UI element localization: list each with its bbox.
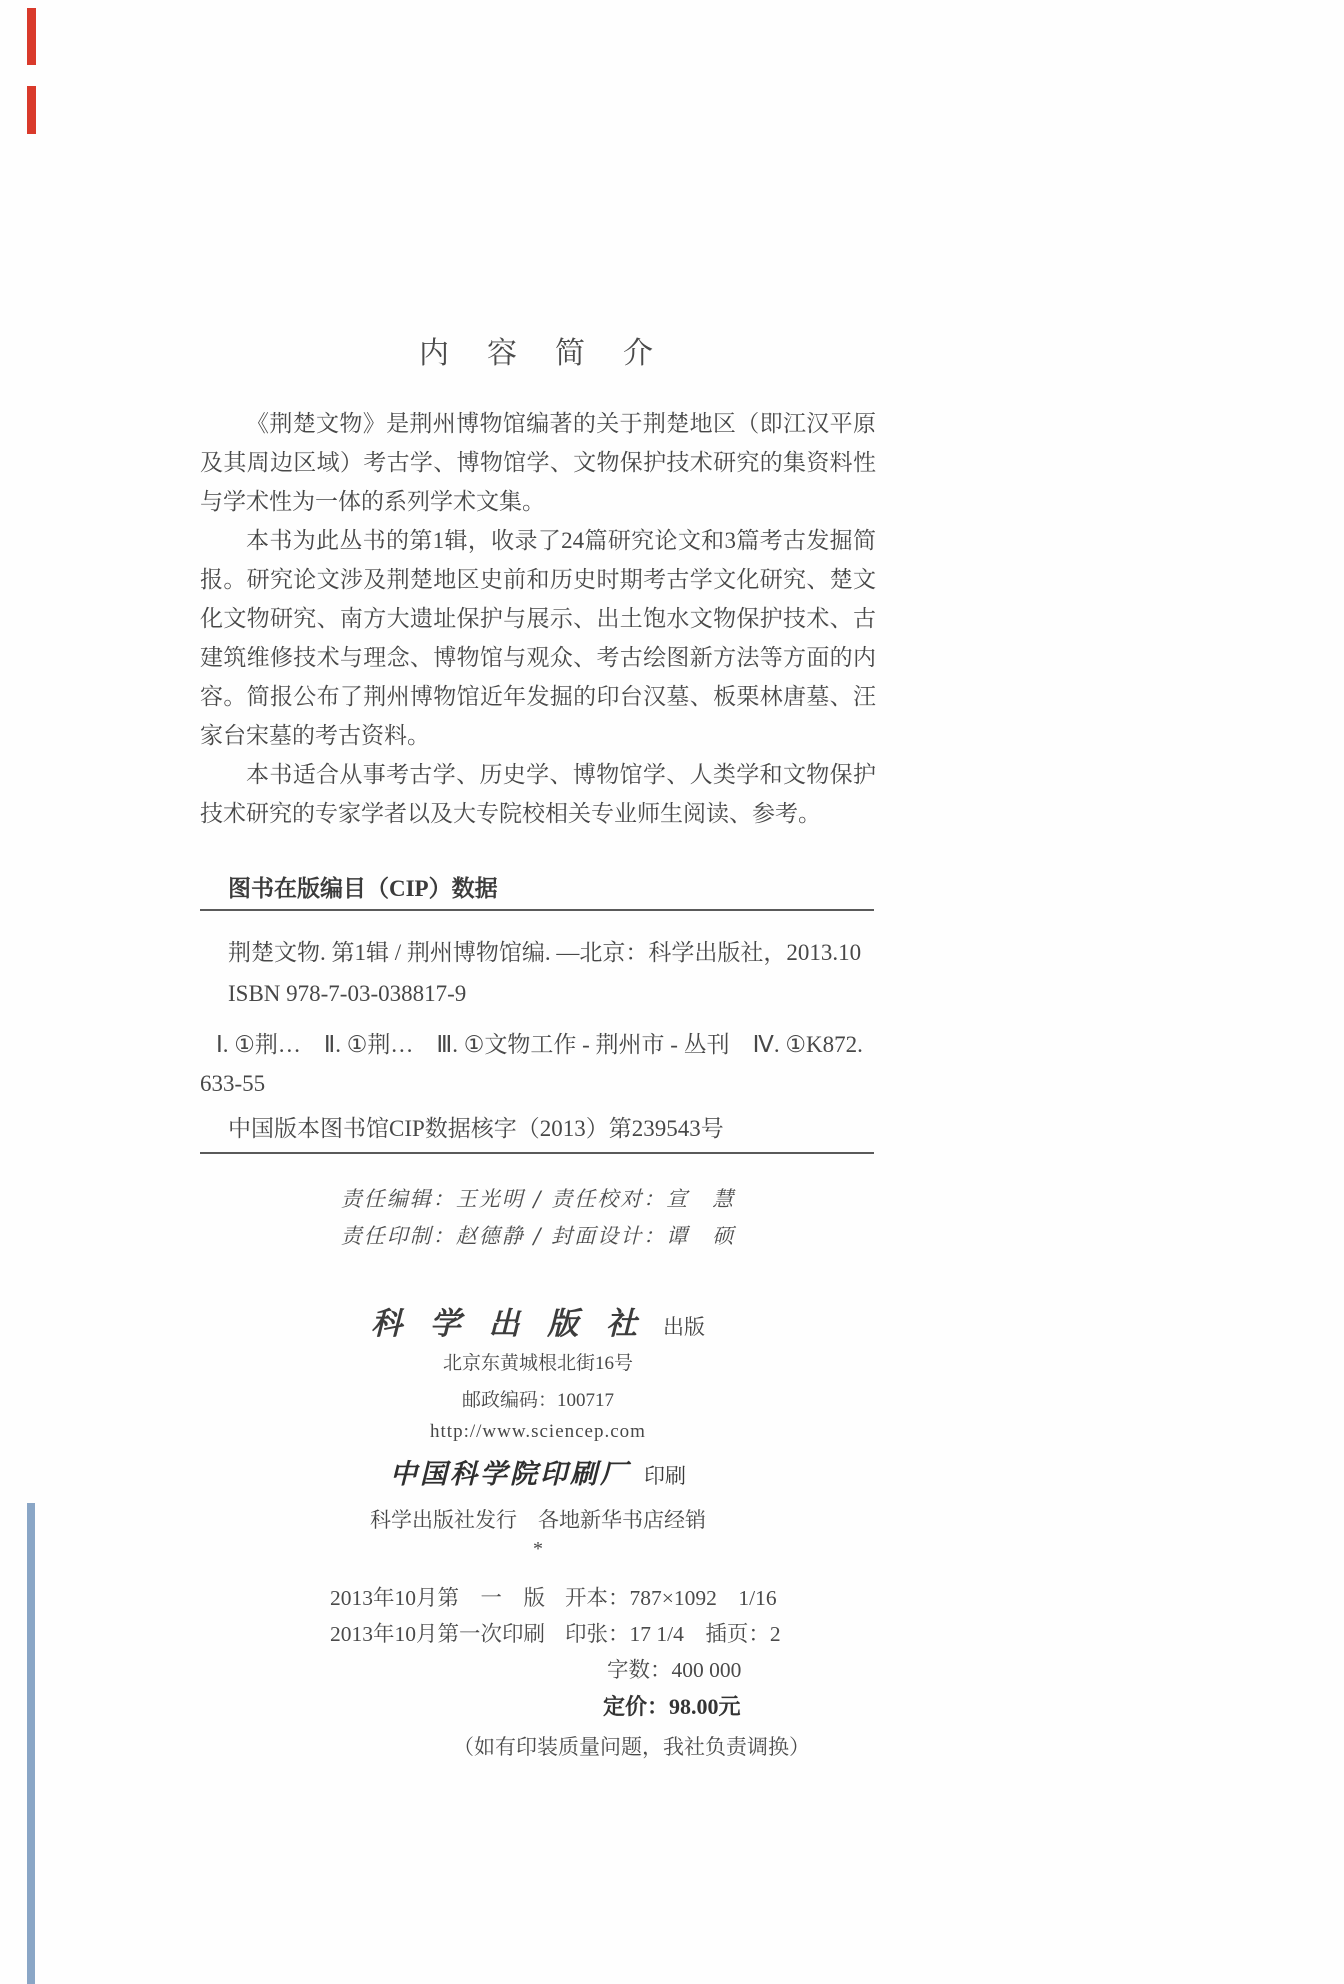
edition-format: 开本：787×1092 1/16: [565, 1586, 777, 1610]
cip-record-number: 中国版本图书馆CIP数据核字（2013）第239543号: [228, 1116, 724, 1141]
staff-production-line: 责任印制：赵德静 / 封面设计：谭 硕: [340, 1224, 736, 1248]
word-count: 字数：400 000: [607, 1658, 742, 1682]
publisher-line: [200, 1298, 876, 1343]
quality-note: （如有印装质量问题，我社负责调换）: [453, 1735, 810, 1759]
cip-divider-top: [200, 909, 874, 911]
publisher-suffix: 出版: [663, 1315, 705, 1339]
printing-sheets: 印张：17 1/4 插页：2: [565, 1622, 781, 1646]
publisher-logotype: 科 学 出 版 社: [371, 1306, 647, 1341]
staff-editors-line: 责任编辑：王光明 / 责任校对：宣 慧: [340, 1187, 736, 1211]
cip-classification: Ⅰ. ①荆… Ⅱ. ①荆… Ⅲ. ①文物工作 - 荆州市 - 丛刊 Ⅳ. ①K872.: [216, 1032, 863, 1057]
content-intro-body: [200, 404, 876, 833]
intro-paragraph-2: 本书为此丛书的第1辑，收录了24篇研究论文和3篇考古发掘简报。研究论文涉及荆楚地区史前和历史时期考古学文化研究、楚文化文物研究、南方大遗址保护与展示、出土饱水文物保护技术、古建筑维修技术与理念、博物馆与观众、考古绘图新方法等方面的内容。简报公布了荆州博物馆近年发掘的印台汉墓、板栗林唐墓、汪家台宋墓的考古资料。: [200, 528, 876, 748]
content-intro-title: 内 容 简 介: [419, 337, 657, 370]
separator-star: *: [533, 1538, 543, 1560]
edition-date: 2013年10月第 一 版: [330, 1586, 546, 1610]
intro-paragraph-3: 本书适合从事考古学、历史学、博物馆学、人类学和文物保护技术研究的专家学者以及大专院校相关专业师生阅读、参考。: [200, 762, 876, 826]
scan-artifact-red-mark: [27, 8, 36, 65]
distribution-line: 科学出版社发行 各地新华书店经销: [370, 1508, 706, 1532]
scan-artifact-red-mark: [27, 86, 36, 134]
scan-artifact-blue-strip: [27, 1503, 35, 1984]
cip-isbn: ISBN 978-7-03-038817-9: [228, 981, 467, 1006]
cip-header: 图书在版编目（CIP）数据: [228, 876, 498, 901]
cip-title-line: 荆楚文物. 第1辑 / 荆州博物馆编. —北京：科学出版社，2013.10: [228, 940, 862, 965]
cip-divider-bottom: [200, 1152, 874, 1154]
printer-suffix: 印刷: [644, 1464, 686, 1488]
publisher-website: http://www.sciencep.com: [430, 1421, 646, 1442]
price: 定价：98.00元: [603, 1694, 741, 1719]
publisher-postcode: 邮政编码：100717: [461, 1390, 614, 1411]
intro-paragraph-1: 《荆楚文物》是荆州博物馆编著的关于荆楚地区（即江汉平原及其周边区域）考古学、博物馆学、文物保护技术研究的集资料性与学术性为一体的系列学术文集。: [200, 411, 876, 514]
publisher-address: 北京东黄城根北街16号: [442, 1353, 633, 1374]
printer-logotype: 中国科学院印刷厂: [390, 1459, 630, 1489]
printing-date: 2013年10月第一次印刷: [330, 1622, 546, 1646]
printer-line: [200, 1452, 876, 1491]
cip-classification-continued: 633-55: [200, 1071, 266, 1096]
